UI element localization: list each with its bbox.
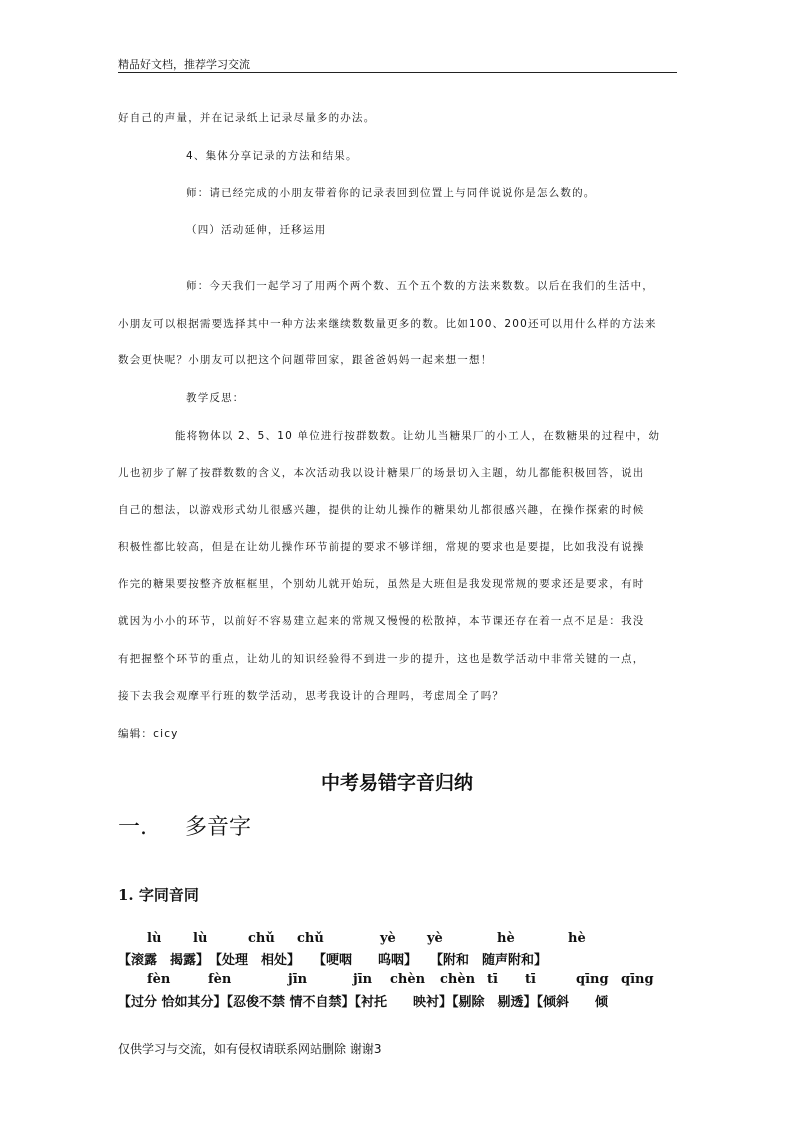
- section-number: 一.: [118, 815, 147, 840]
- paragraph-line: 儿也初步了解了按群数数的含义，本次活动我以设计糖果厂的场景切入主题，幼儿都能积极回答，说出: [118, 467, 645, 479]
- pinyin: jīn: [353, 972, 373, 987]
- pinyin: chǔ: [297, 931, 324, 946]
- pinyin: tī: [487, 972, 498, 987]
- pinyin: hè: [568, 931, 586, 946]
- paragraph-line: 好自己的声量，并在记录纸上记录尽量多的办法。: [118, 112, 376, 124]
- paragraph-line: 接下去我会观摩平行班的数学活动，思考我设计的合理吗，考虑周全了吗？: [118, 690, 505, 702]
- paragraph-line: 自己的想法，以游戏形式幼儿很感兴趣，提供的让幼儿操作的糖果幼儿都很感兴趣，在操作探索的时候: [118, 504, 645, 516]
- pinyin: yè: [427, 931, 443, 946]
- pinyin: fèn: [208, 972, 232, 987]
- paragraph-line: 能将物体以 2、5、10 单位进行按群数数。让幼儿当糖果厂的小工人，在数糖果的过程中，幼: [175, 430, 661, 442]
- pinyin: lù: [193, 931, 208, 946]
- paragraph-line: 数会更快呢？小朋友可以把这个问题带回家，跟爸爸妈妈一起来想一想！: [118, 354, 493, 366]
- pinyin: qīng: [576, 972, 609, 987]
- paragraph-line: 教学反思：: [186, 392, 245, 404]
- pinyin: hè: [497, 931, 515, 946]
- paragraph-line: 作完的糖果要按整齐放框框里，个别幼儿就开始玩，虽然是大班但是我发现常规的要求还是要求，有时: [118, 578, 645, 590]
- header-divider: [118, 72, 677, 73]
- paragraph-line: 4、集体分享记录的方法和结果。: [186, 150, 358, 162]
- pinyin: tī: [525, 972, 536, 987]
- editor-credit: 编辑：cicy: [118, 728, 179, 740]
- paragraph-line: 有把握整个环节的重点，让幼儿的知识经验得不到进一步的提升，这也是数学活动中非常关键的一点，: [118, 653, 645, 665]
- pinyin: qīng: [621, 972, 654, 987]
- page-footer: 仅供学习与交流，如有侵权请联系网站删除 谢谢3: [118, 1042, 382, 1056]
- paragraph-line: （四）活动延伸，迁移运用: [186, 224, 327, 236]
- paragraph-line: 师：今天我们一起学习了用两个两个数、五个五个数的方法来数数。以后在我们的生活中，: [186, 280, 654, 292]
- pinyin: chǔ: [248, 931, 275, 946]
- word-row-1: 【滚露 揭露】 【处理 相处】 【哽咽 呜咽】 【附和 随声附和】: [118, 953, 548, 968]
- paragraph-line: 积极性都比较高，但是在让幼儿操作环节前提的要求不够详细，常规的要求也是要提，比如我没有说操: [118, 541, 645, 553]
- paragraph-line: 师：请已经完成的小朋友带着你的记录表回到位置上与同伴说说你是怎么数的。: [186, 187, 596, 199]
- document-title: 中考易错字音归纳: [320, 772, 473, 794]
- section-heading: [118, 810, 251, 841]
- page-header: 精品好文档，推荐学习交流: [118, 58, 250, 71]
- pinyin: fèn: [147, 972, 171, 987]
- pinyin: chèn: [440, 972, 476, 987]
- pinyin: lù: [147, 931, 162, 946]
- pinyin: yè: [380, 931, 396, 946]
- paragraph-line: 小朋友可以根据需要选择其中一种方法来继续数数量更多的数。比如100、200还可以用什么样的方法来: [118, 318, 657, 330]
- paragraph-line: 就因为小小的环节，以前好不容易建立起来的常规又慢慢的松散掉，本节课还存在着一点不足是：我没: [118, 615, 645, 627]
- pinyin: chèn: [390, 972, 426, 987]
- subsection-heading: 1. 字同音同: [118, 886, 199, 904]
- word-row-2: 【过分 恰如其分】【忍俊不禁 情不自禁】【衬托 映衬】【剔除 剔透】【倾斜 倾: [118, 995, 609, 1010]
- pinyin: jīn: [288, 972, 308, 987]
- section-title: 多音字: [185, 815, 252, 840]
